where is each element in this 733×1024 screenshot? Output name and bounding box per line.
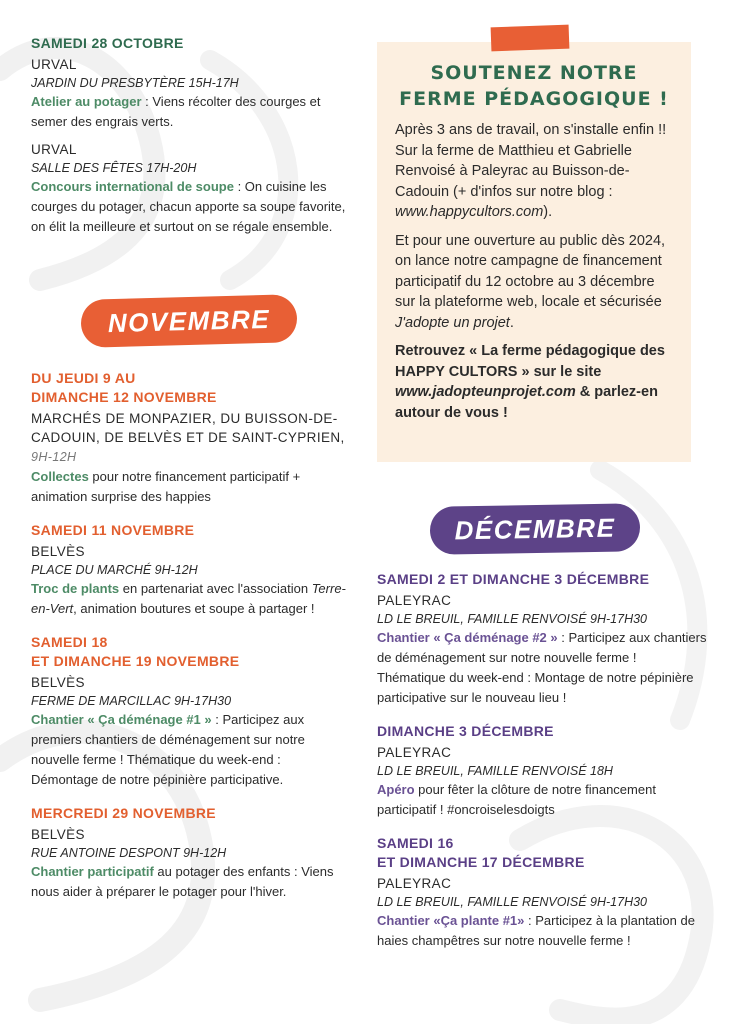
blog-link[interactable]: www.happycultors.com (395, 204, 544, 220)
event-venue: LD LE BREUIL, FAMILLE RENVOISÉ 18H (377, 764, 613, 778)
event-activity: Concours international de soupe (31, 179, 234, 194)
event-description: Chantier participatif au potager des enfants : Viens nous aider à préparer le potager pour l'hiver. (31, 864, 334, 899)
event-place: BELVÈS (31, 675, 85, 690)
event-date: SAMEDI 28 OCTOBRE (31, 35, 184, 51)
event-venue: 9H-12H (31, 450, 77, 464)
event-venue: LD LE BREUIL, FAMILLE RENVOISÉ 9H-17H30 (377, 895, 648, 909)
event-place: PALEYRAC (377, 745, 452, 760)
event-description: Collectes pour notre financement participatif + animation surprise des happies (31, 469, 301, 504)
project-link[interactable]: www.jadopteunprojet.com (395, 384, 576, 400)
tape-decoration (491, 25, 570, 52)
event-activity: Chantier « Ça déménage #1 » (31, 712, 212, 727)
event-description: Concours international de soupe : On cuisine les courges du potager, chacun apporte sa soupe favorite, on élit la meilleure et surtout on se régale ensemble. (31, 179, 346, 234)
crowdfunding-callout (377, 42, 691, 462)
event (31, 140, 349, 237)
event-venue: LD LE BREUIL, FAMILLE RENVOISÉ 9H-17H30 (377, 612, 648, 626)
event-date: DU JEUDI 9 AU DIMANCHE 12 NOVEMBRE (31, 370, 217, 405)
event-description: Troc de plants en partenariat avec l'association Terre-en-Vert, animation boutures et soupe à partager ! (31, 581, 346, 616)
month-badge-november: NOVEMBRE (80, 294, 297, 348)
october-section (31, 34, 349, 237)
event (31, 804, 349, 902)
event-date: SAMEDI 16 ET DIMANCHE 17 DÉCEMBRE (377, 835, 585, 870)
event-activity: Chantier « Ça déménage #2 » (377, 630, 558, 645)
event-venue: FERME DE MARCILLAC 9H-17H30 (31, 694, 232, 708)
event-place: MARCHÉS DE MONPAZIER, DU BUISSON-DE-CADOUIN, DE BELVÈS ET DE SAINT-CYPRIEN, 9H-12H (31, 411, 345, 464)
event (31, 55, 349, 132)
event-venue: PLACE DU MARCHÉ 9H-12H (31, 563, 198, 577)
event-activity: Troc de plants (31, 581, 120, 596)
event-date: SAMEDI 18 ET DIMANCHE 19 NOVEMBRE (31, 634, 240, 669)
event (377, 570, 707, 708)
event-activity: Atelier au potager (31, 94, 142, 109)
callout-paragraph: Après 3 ans de travail, on s'installe enfin !! Sur la ferme de Matthieu et Gabrielle Renvoisé à Paleyrac au Buisson-de-Cadouin (+ d'infos sur notre blog : www.happycultors.com). (395, 122, 667, 220)
event-description: Chantier « Ça déménage #2 » : Participez aux chantiers de déménagement sur notre nouvelle ferme ! Thématique du week-end : Montage de notre pépinière participative sur le nouveau lieu ! (377, 630, 707, 705)
callout-paragraph: Et pour une ouverture au public dès 2024, on lance notre campagne de financement participatif du 12 octobre au 3 décembre sur la plateforme web, locale et sécurisée J'adopte un projet. (395, 232, 666, 331)
event (31, 521, 349, 619)
event (377, 722, 707, 820)
event-place: PALEYRAC (377, 593, 452, 608)
event-description: Atelier au potager : Viens récolter des courges et semer des engrais verts. (31, 94, 321, 129)
event-date: SAMEDI 2 ET DIMANCHE 3 DÉCEMBRE (377, 571, 650, 587)
month-badge-december: DÉCEMBRE (430, 503, 641, 555)
event-date: DIMANCHE 3 DÉCEMBRE (377, 723, 554, 739)
left-column (31, 34, 349, 251)
event-description: Apéro pour fêter la clôture de notre financement participatif ! #oncroiselesdoigts (377, 782, 656, 817)
event-activity: Chantier «Ça plante #1» (377, 913, 525, 928)
event-activity: Apéro (377, 782, 415, 797)
event-venue: RUE ANTOINE DESPONT 9H-12H (31, 846, 227, 860)
event-place: PALEYRAC (377, 876, 452, 891)
event-date: SAMEDI 11 NOVEMBRE (31, 522, 195, 538)
event-venue: JARDIN DU PRESBYTÈRE 15H-17H (31, 76, 239, 90)
december-section (377, 570, 707, 965)
event (377, 834, 707, 951)
event-date: MERCREDI 29 NOVEMBRE (31, 805, 216, 821)
november-section (31, 369, 349, 916)
event-place: URVAL (31, 57, 77, 72)
event (31, 369, 349, 507)
event-place: BELVÈS (31, 544, 85, 559)
event (31, 633, 349, 790)
event-description: Chantier «Ça plante #1» : Participez à la plantation de haies champêtres sur notre nouvelle ferme ! (377, 913, 695, 948)
event-activity: Chantier participatif (31, 864, 154, 879)
event-venue: SALLE DES FÊTES 17H-20H (31, 161, 197, 175)
event-place: URVAL (31, 142, 77, 157)
event-activity: Collectes (31, 469, 89, 484)
callout-title: SOUTENEZ NOTRE FERME PÉDAGOGIQUE ! (399, 62, 669, 110)
event-place: BELVÈS (31, 827, 85, 842)
callout-call-to-action: Retrouvez « La ferme pédagogique des HAPPY CULTORS » sur le site www.jadopteunprojet.com & parlez-en autour de vous ! (395, 343, 665, 421)
event-description: Chantier « Ça déménage #1 » : Participez aux premiers chantiers de déménagement sur notre nouvelle ferme ! Thématique du week-end : Démontage de notre pépinière participative. (31, 712, 305, 787)
